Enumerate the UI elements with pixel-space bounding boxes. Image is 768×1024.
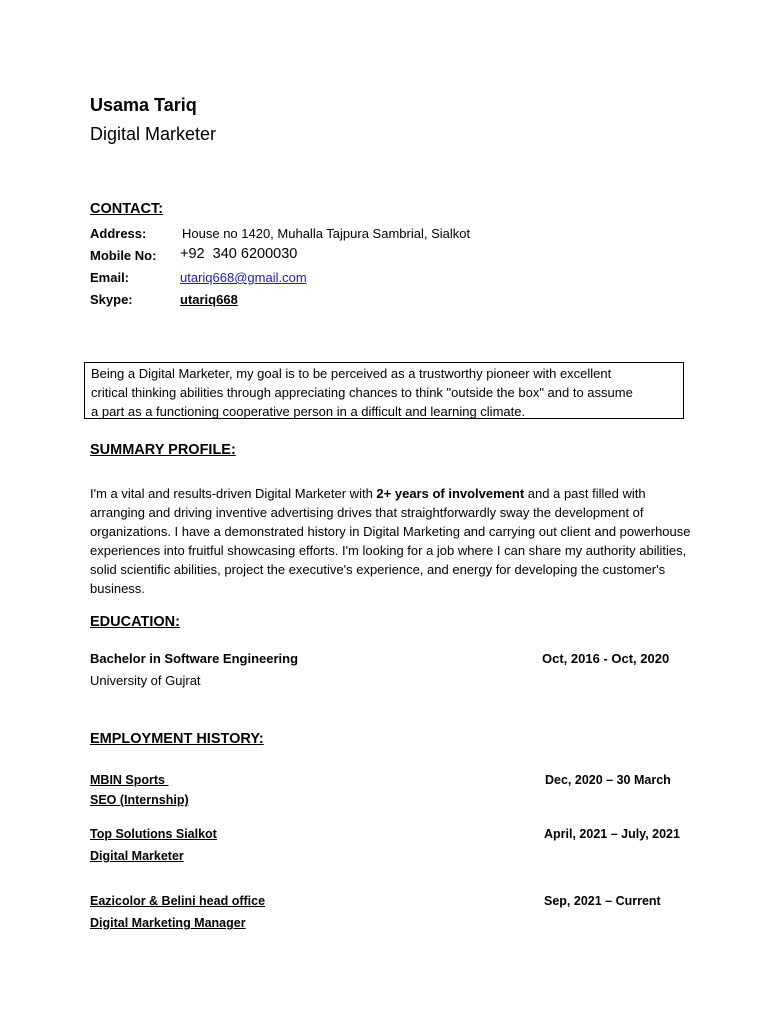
candidate-name: Usama Tariq xyxy=(90,95,197,115)
mobile-value: +92 340 6200030 xyxy=(180,246,298,262)
candidate-title: Digital Marketer xyxy=(90,124,217,144)
job-company: Top Solutions Sialkot xyxy=(90,827,217,841)
job-position: SEO (Internship) xyxy=(90,793,189,807)
address-value: House no 1420, Muhalla Tajpura Sambrial, Sialkot xyxy=(182,226,471,241)
skype-value: utariq668 xyxy=(180,292,238,307)
contact-heading: CONTACT: xyxy=(90,201,164,217)
summary-heading: SUMMARY PROFILE: xyxy=(90,442,236,458)
job-dates: Dec, 2020 – 30 March xyxy=(545,773,671,787)
summary-paragraph xyxy=(90,484,700,598)
objective-line: a part as a functioning cooperative person in a difficult and learning climate. xyxy=(91,404,526,419)
job-dates: April, 2021 – July, 2021 xyxy=(544,827,680,841)
mobile-label: Mobile No: xyxy=(90,248,157,263)
summary-highlight: 2+ years of involvement xyxy=(376,486,525,501)
education-heading: EDUCATION: xyxy=(90,614,180,630)
objective-box xyxy=(84,362,684,419)
employment-heading: EMPLOYMENT HISTORY: xyxy=(90,731,264,747)
objective-line: critical thinking abilities through appreciating chances to think "outside the box" and to assume xyxy=(91,385,633,400)
job-position: Digital Marketer xyxy=(90,849,184,863)
school-name: University of Gujrat xyxy=(90,673,201,688)
job-position: Digital Marketing Manager xyxy=(90,916,246,930)
address-label: Address: xyxy=(90,226,147,241)
degree-dates: Oct, 2016 - Oct, 2020 xyxy=(542,651,670,666)
summary-text: I'm a vital and results-driven Digital Marketer with xyxy=(90,486,377,501)
job-company: Eazicolor & Belini head office xyxy=(90,894,266,908)
job-dates: Sep, 2021 – Current xyxy=(544,894,661,908)
email-label: Email: xyxy=(90,270,130,285)
job-company: MBIN Sports xyxy=(90,773,169,787)
skype-label: Skype: xyxy=(90,292,133,307)
email-link[interactable]: utariq668@gmail.com xyxy=(180,270,307,285)
degree-name: Bachelor in Software Engineering xyxy=(90,651,299,666)
objective-line: Being a Digital Marketer, my goal is to be perceived as a trustworthy pioneer with excellent xyxy=(91,366,612,381)
summary-text: and a past filled with arranging and driving inventive advertising drives that straightforwardly sway the development of organizations. I have a demonstrated history in Digital Marketing and carrying out client and powerhouse experiences into fruitful showcasing efforts. I'm looking for a job where I can share my authority abilities, solid scientific abilities, project the executive's experience, and energy for developing the customer's business. xyxy=(90,486,691,596)
